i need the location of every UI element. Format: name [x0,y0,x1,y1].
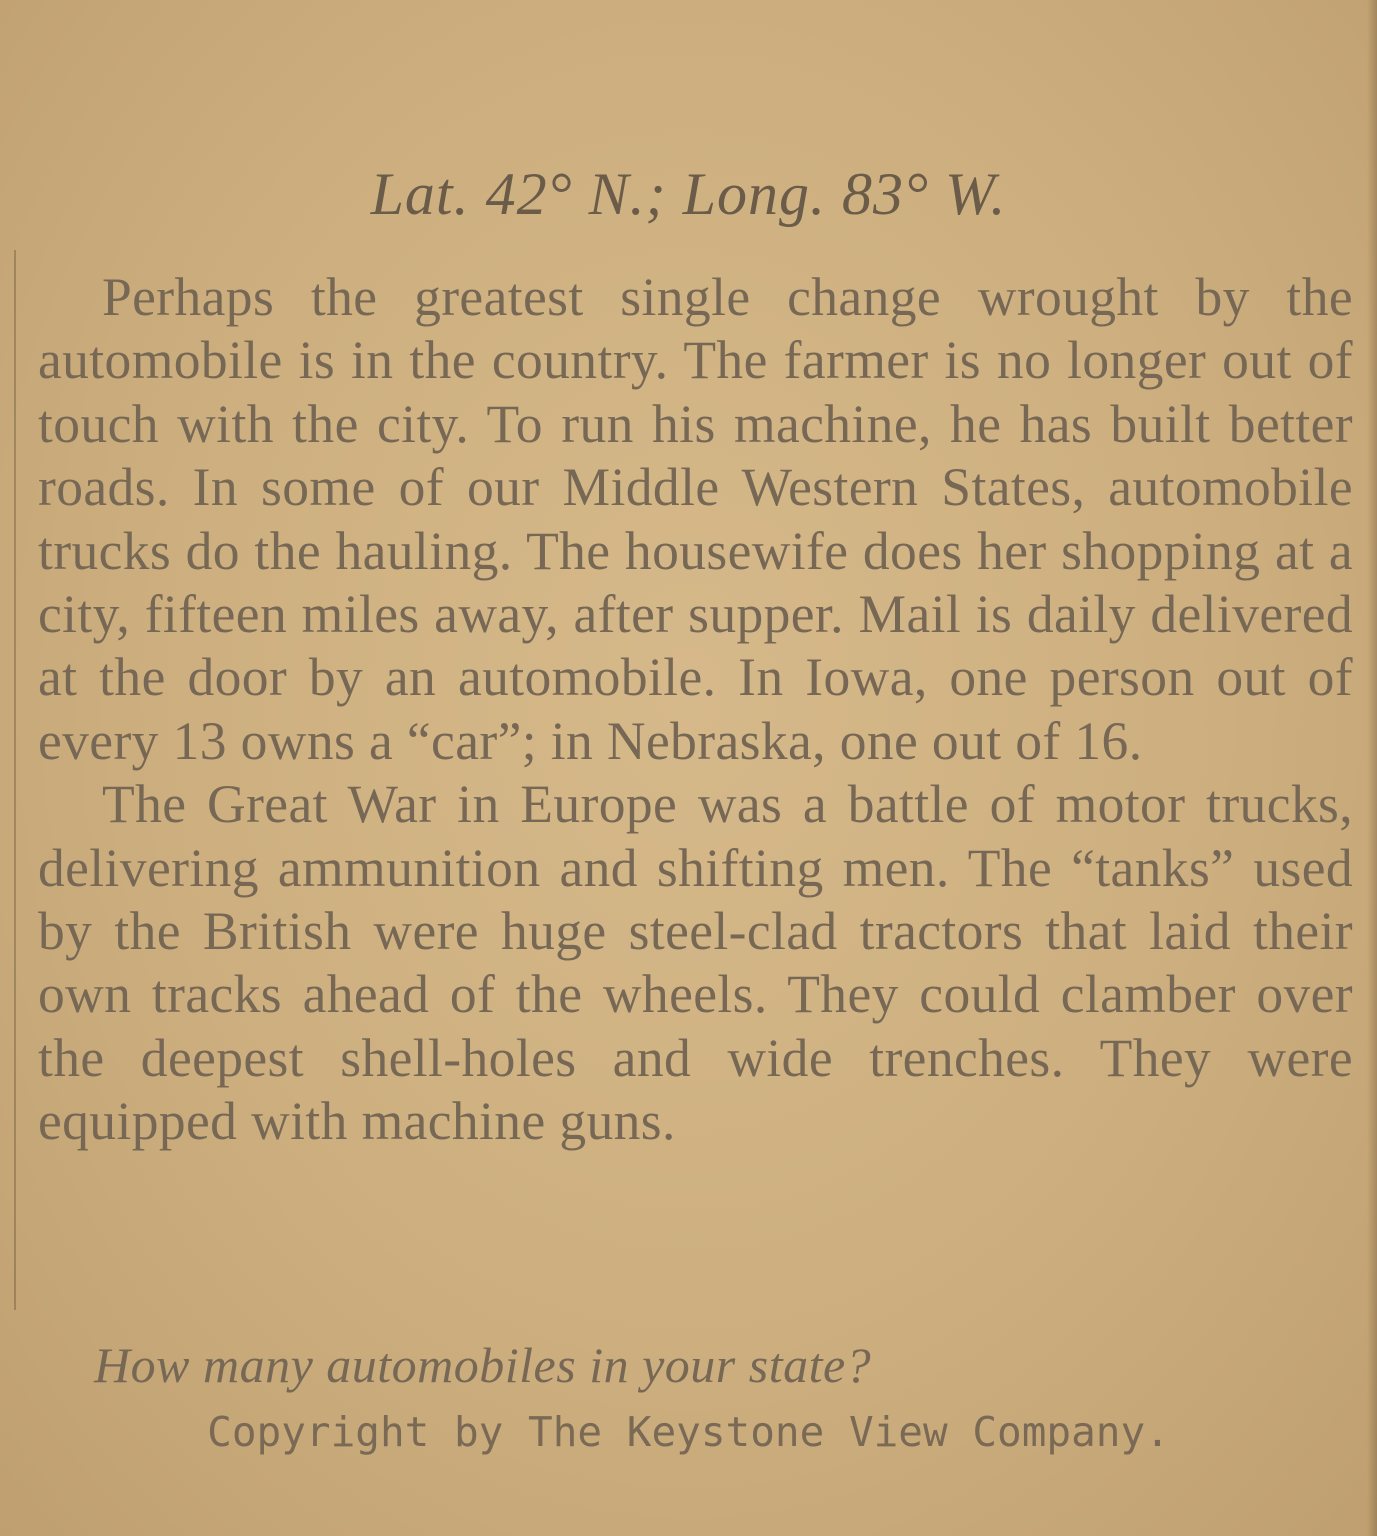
coordinates-heading: Lat. 42° N.; Long. 83° W. [370,161,1007,227]
paragraph-automobile-country: Perhaps the greatest single change wrought by the automobile is in the country. The farmer is no longer out of touch with the city. To run his machine, he has built better roads. In some of our Middle Western States, automobile trucks do the hauling. The housewife does her shopping at a city, fifteen miles away, after supper. Mail is daily delivered at the door by an automobile. In Iowa, one person out of every 13 owns a “car”; in Nebraska, one out of 16. [38,267,1353,771]
study-question: How many automobiles in your state? [94,1337,872,1393]
card-text-body [38,266,1353,1154]
paragraph-great-war: The Great War in Europe was a battle of motor trucks, delivering ammunition and shifting men. The “tanks” used by the British were huge steel-clad tractors that laid their own tracks ahead of the wheels. They could clamber over the deepest shell-holes and wide trenches. They were equipped with machine guns. [38,774,1353,1152]
copyright-line: Copyright by The Keystone View Company. [207,1408,1170,1456]
